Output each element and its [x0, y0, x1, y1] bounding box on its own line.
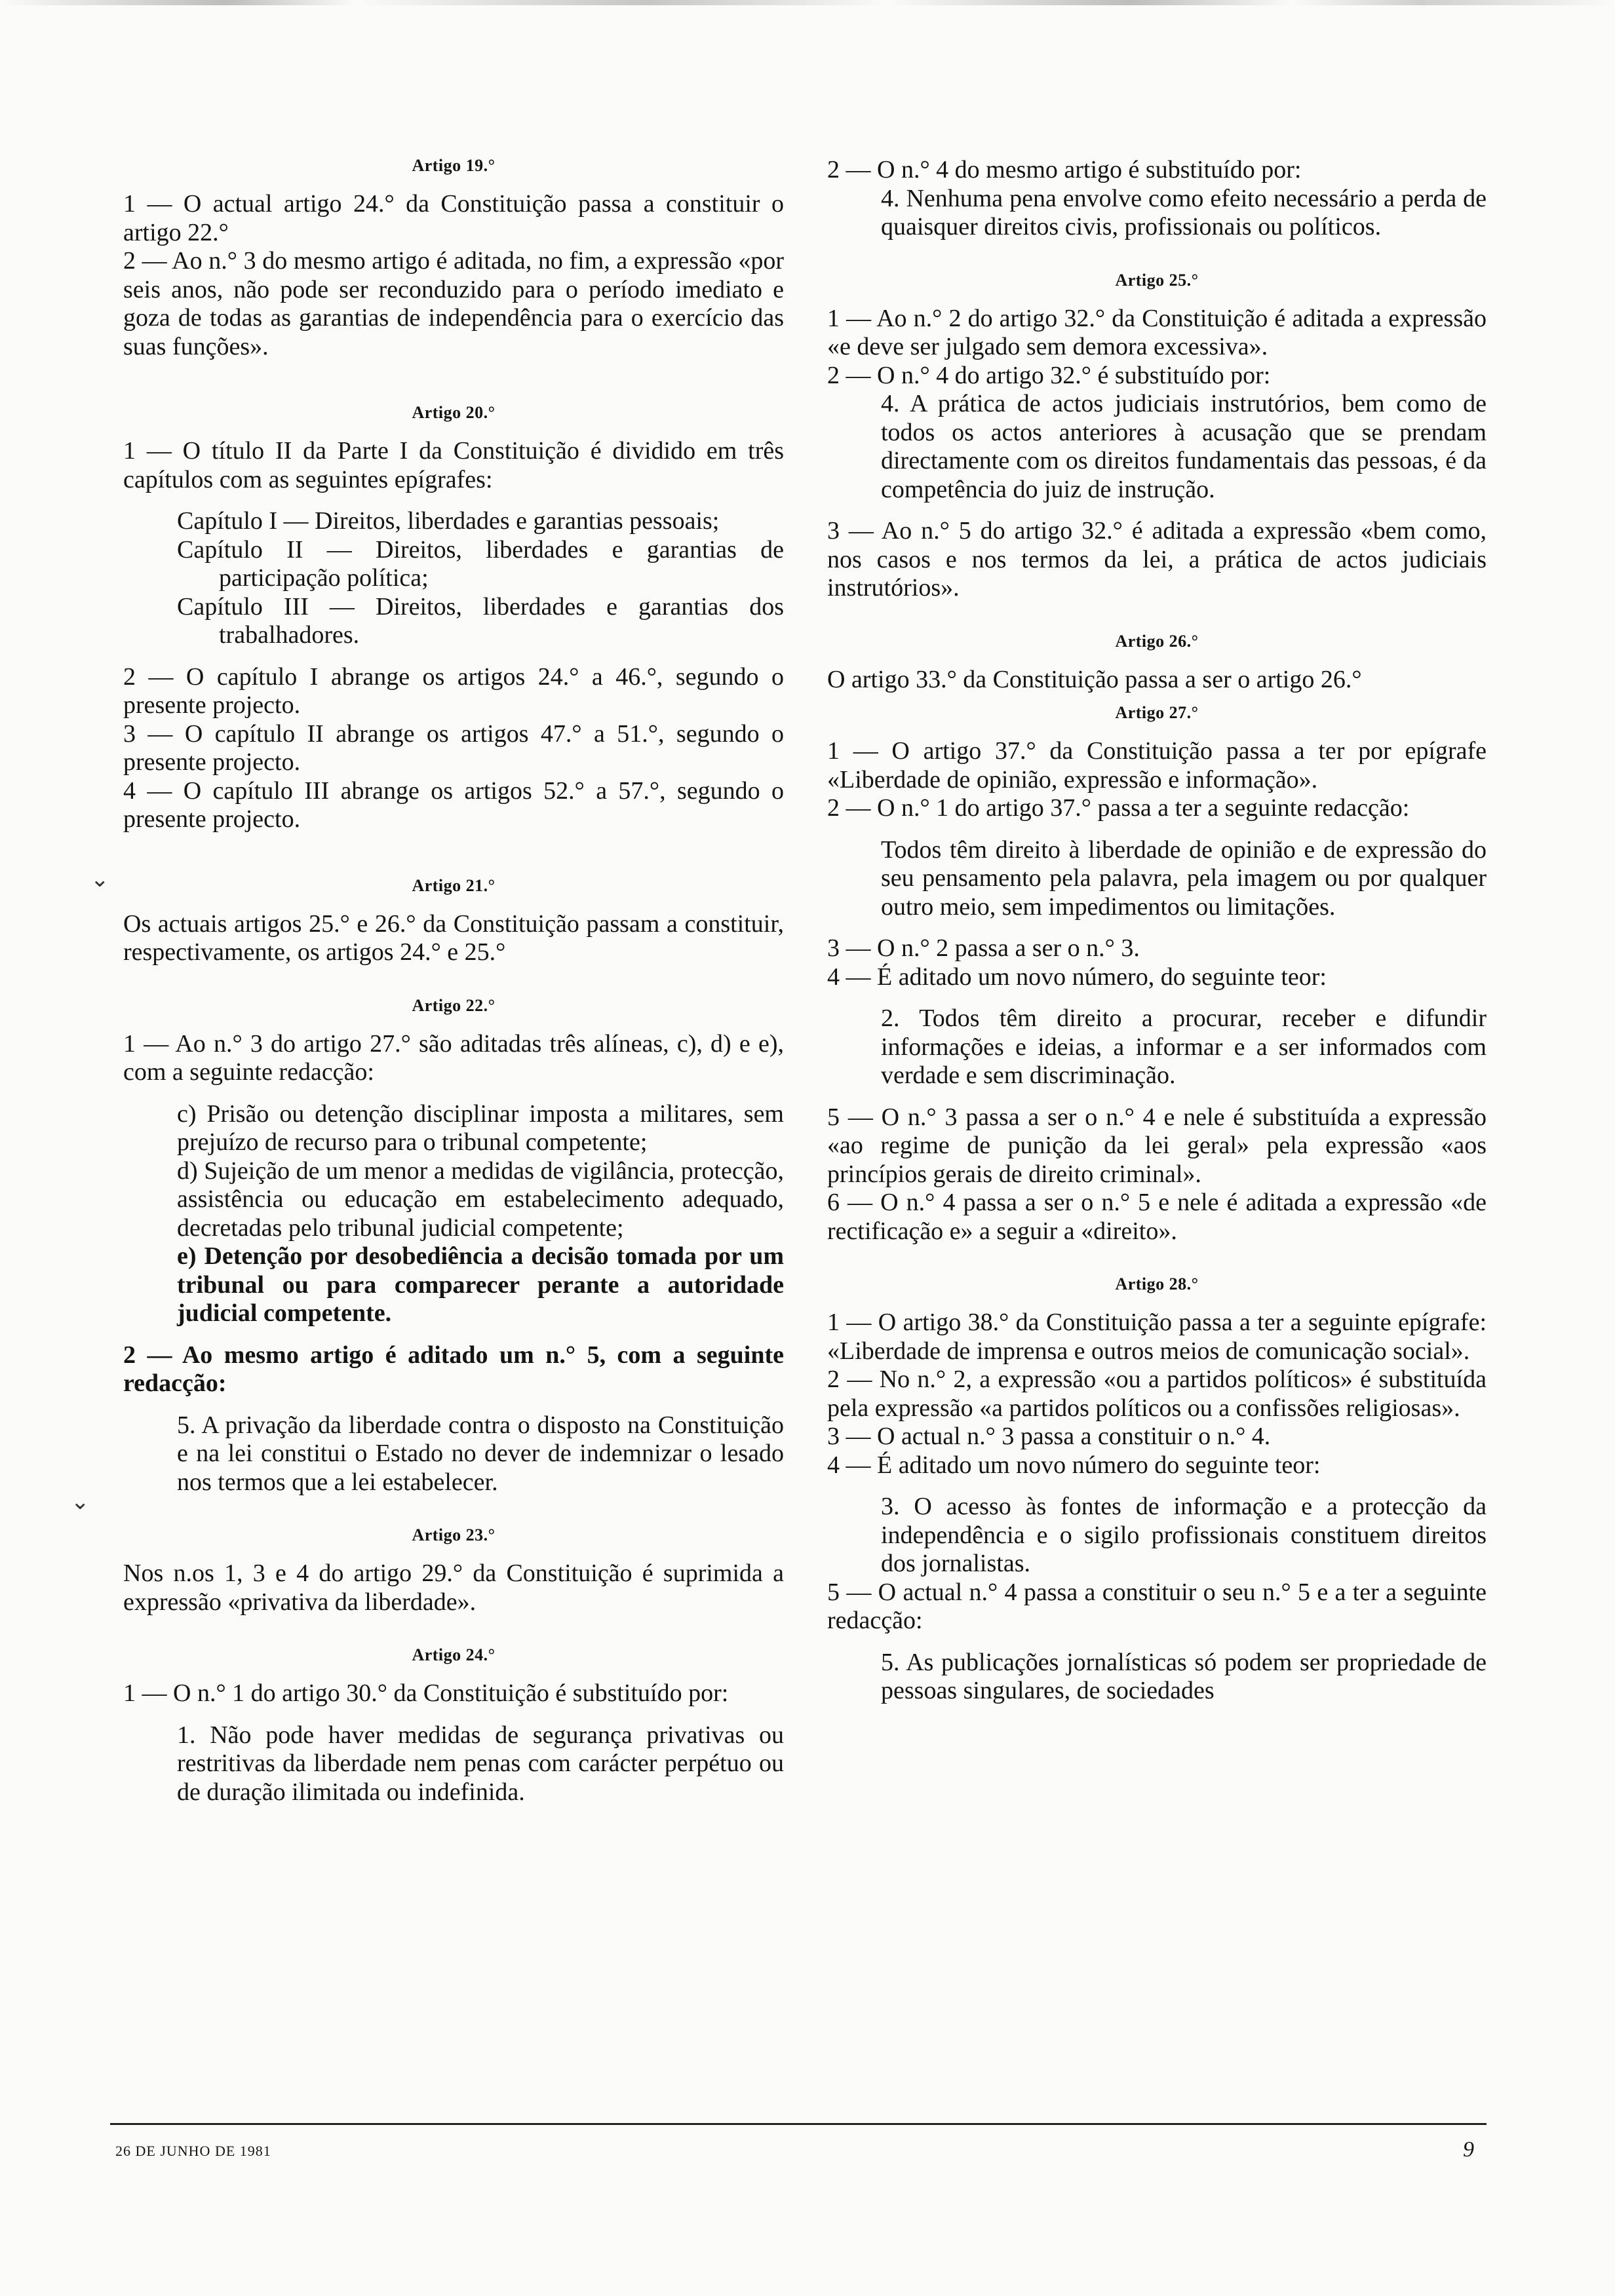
article-heading: Artigo 22.°: [412, 995, 496, 1015]
article-heading: Artigo 21.°: [412, 875, 496, 895]
article-heading: Artigo 19.°: [412, 156, 496, 175]
paragraph: 4 — O capítulo III abrange os artigos 52.° a 57.°, segundo o presente projecto.: [123, 776, 784, 833]
article-heading: Artigo 27.°: [1115, 703, 1199, 722]
paragraph: Os actuais artigos 25.° e 26.° da Constituição passam a constituir, respectivamente, os artigos 24.° e 25.°: [123, 909, 784, 966]
chapter-item: Capítulo I — Direitos, liberdades e garantias pessoais;: [177, 507, 720, 535]
paragraph: 5 — O n.° 3 passa a ser o n.° 4 e nele é substituída a expressão «ao regime de punição da lei geral» pela expressão «aos princípios gerais de direito criminal».: [827, 1103, 1487, 1188]
page-number: 9: [1463, 2137, 1474, 2162]
paragraph: 2 — Ao mesmo artigo é aditado um n.° 5, com a seguinte redacção:: [123, 1341, 784, 1397]
paragraph: 3 — O capítulo II abrange os artigos 47.° a 51.°, segundo o presente projecto.: [123, 719, 784, 776]
paragraph: Nos n.os 1, 3 e 4 do artigo 29.° da Constituição é suprimida a expressão «privativa da liberdade».: [123, 1559, 784, 1616]
quoted-clause: c) Prisão ou detenção disciplinar imposta a militares, sem prejuízo de recurso para o tribunal competente;: [177, 1100, 784, 1156]
quoted-clause: d) Sujeição de um menor a medidas de vigilância, protecção, assistência ou educação em estabelecimento adequado, decretadas pelo tribunal judicial competente;: [177, 1157, 784, 1242]
quoted-clause: 3. O acesso às fontes de informação e a protecção da independência e o sigilo profissionais constituem direitos dos jornalistas.: [881, 1493, 1487, 1577]
paragraph: 1 — O actual artigo 24.° da Constituição passa a constituir o artigo 22.°: [123, 190, 784, 246]
paragraph: 1 — O n.° 1 do artigo 30.° da Constituição é substituído por:: [123, 1679, 729, 1707]
article-heading: Artigo 26.°: [1115, 631, 1199, 651]
quoted-clause: 4. Nenhuma pena envolve como efeito necessário a perda de quaisquer direitos civis, profissionais ou políticos.: [881, 184, 1487, 240]
article-heading: Artigo 28.°: [1115, 1274, 1199, 1293]
margin-mark: ⌄: [71, 1490, 90, 1514]
chapter-item: Capítulo III — Direitos, liberdades e garantias dos trabalhadores.: [177, 592, 784, 649]
footer-date: 26 DE JUNHO DE 1981: [115, 2143, 271, 2159]
paragraph: 2 — O n.° 1 do artigo 37.° passa a ter a seguinte redacção:: [827, 794, 1410, 822]
paragraph: 1 — O artigo 37.° da Constituição passa a ter por epígrafe «Liberdade de opinião, expressão e informação».: [827, 737, 1487, 794]
article-heading: Artigo 20.°: [412, 403, 496, 422]
paragraph: 6 — O n.° 4 passa a ser o n.° 5 e nele é aditada a expressão «de rectificação e» a seguir a «direito».: [827, 1189, 1487, 1245]
quoted-clause: e) Detenção por desobediência a decisão tomada por um tribunal ou para comparecer perante a autoridade judicial competente.: [177, 1242, 784, 1327]
paragraph: 2 — O n.° 4 do artigo 32.° é substituído por:: [827, 361, 1271, 389]
quoted-clause: 2. Todos têm direito a procurar, receber e difundir informações e ideias, a informar e a ser informados com verdade e sem discriminação.: [881, 1004, 1487, 1089]
quoted-clause: 5. As publicações jornalísticas só podem ser propriedade de pessoas singulares, de sociedades: [881, 1648, 1487, 1704]
paragraph: 2 — No n.° 2, a expressão «ou a partidos políticos» é substituída pela expressão «a partidos políticos ou a confissões religiosas».: [827, 1366, 1487, 1422]
paragraph: 4 — É aditado um novo número, do seguinte teor:: [827, 963, 1327, 991]
paragraph: 1 — O título II da Parte I da Constituição é dividido em três capítulos com as seguintes epígrafes:: [123, 437, 784, 493]
paragraph: 2 — O n.° 4 do mesmo artigo é substituído por:: [827, 156, 1302, 183]
paragraph: 2 — Ao n.° 3 do mesmo artigo é aditada, no fim, a expressão «por seis anos, não pode ser reconduzido para o período imediato e goza de todas as garantias de independência para o exercício das suas funções».: [123, 247, 784, 360]
article-heading: Artigo 24.°: [412, 1645, 496, 1664]
footer-rule: [110, 2123, 1487, 2125]
paragraph: 3 — Ao n.° 5 do artigo 32.° é aditada a expressão «bem como, nos casos e nos termos da lei, a prática de actos judiciais instrutórios».: [827, 517, 1487, 602]
paragraph: 3 — O n.° 2 passa a ser o n.° 3.: [827, 934, 1140, 962]
paragraph: 1 — Ao n.° 2 do artigo 32.° da Constituição é aditada a expressão «e deve ser julgado sem demora excessiva».: [827, 304, 1487, 360]
quoted-clause: 5. A privação da liberdade contra o disposto na Constituição e na lei constitui o Estado no dever de indemnizar o lesado nos termos que a lei estabelecer.: [177, 1411, 784, 1496]
paragraph: 1 — O artigo 38.° da Constituição passa a ter a seguinte epígrafe: «Liberdade de imprensa e outros meios de comunicação social».: [827, 1309, 1487, 1365]
paragraph: 5 — O actual n.° 4 passa a constituir o seu n.° 5 e a ter a seguinte redacção:: [827, 1578, 1487, 1634]
article-heading: Artigo 25.°: [1115, 270, 1199, 290]
chapter-item: Capítulo II — Direitos, liberdades e garantias de participação política;: [177, 535, 784, 592]
quoted-clause: Todos têm direito à liberdade de opinião e de expressão do seu pensamento pela palavra, pela imagem ou por qualquer outro meio, sem impedimentos ou limitações.: [881, 835, 1487, 921]
paragraph: 4 — É aditado um novo número do seguinte teor:: [827, 1451, 1321, 1479]
scan-edge-artifact: [0, 0, 1615, 5]
paragraph: 1 — Ao n.° 3 do artigo 27.° são aditadas três alíneas, c), d) e e), com a seguinte redacção:: [123, 1029, 784, 1086]
quoted-clause: 4. A prática de actos judiciais instrutórios, bem como de todos os actos anteriores à acusação que se prendam directamente com os direitos fundamentais das pessoas, é da competência do juiz de instrução.: [881, 390, 1487, 503]
paragraph: O artigo 33.° da Constituição passa a ser o artigo 26.°: [827, 665, 1362, 693]
article-heading: Artigo 23.°: [412, 1525, 496, 1544]
left-column: [123, 156, 784, 1807]
paragraph: 3 — O actual n.° 3 passa a constituir o n.° 4.: [827, 1423, 1271, 1450]
paragraph: 2 — O capítulo I abrange os artigos 24.° a 46.°, segundo o presente projecto.: [123, 662, 784, 719]
margin-mark: ⌄: [90, 868, 109, 892]
right-column: [827, 156, 1487, 1706]
quoted-clause: 1. Não pode haver medidas de segurança privativas ou restritivas da liberdade nem penas com carácter perpétuo ou de duração ilimitada ou indefinida.: [177, 1721, 784, 1806]
